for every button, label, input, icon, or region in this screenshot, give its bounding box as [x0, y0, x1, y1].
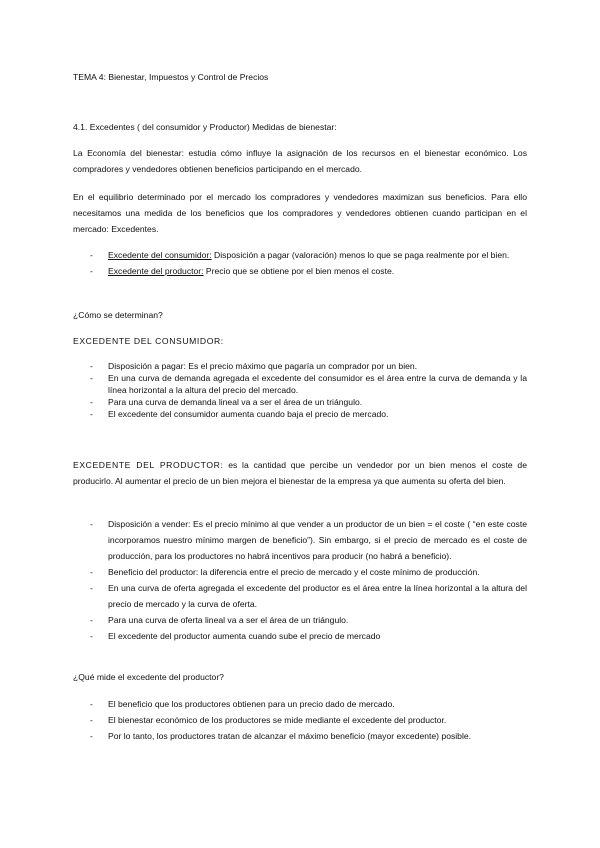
list-item-excedente-productor: [73, 263, 527, 279]
consumer-surplus-heading: EXCEDENTE DEL CONSUMIDOR:: [73, 336, 224, 346]
list-item: - Beneficio del productor: la diferencia entre el precio de mercado y el coste mínimo de producción.: [73, 564, 527, 580]
list-item: - El excedente del productor aumenta cuando sube el precio de mercado: [73, 628, 527, 644]
section-heading: 4.1. Excedentes ( del consumidor y Productor) Medidas de bienestar:: [73, 122, 337, 132]
list-item: - Disposición a pagar: Es el precio máximo que pagaría un comprador por un bien.: [73, 360, 527, 372]
list-item: - En una curva de oferta agregada el excedente del productor es el área entre la línea horizontal a la altura del precio de mercado y la curva de oferta.: [73, 580, 527, 612]
list-item: - Para una curva de oferta lineal va a ser el área de un triángulo.: [73, 612, 527, 628]
definitions-list: [73, 247, 527, 279]
producer-surplus-paragraph: [73, 457, 527, 489]
term-excedente-productor: Excedente del productor:: [108, 266, 204, 276]
definition-text: Disposición a pagar (valoración) menos lo que se paga realmente por el bien.: [211, 250, 510, 260]
list-item-excedente-consumidor: [73, 247, 527, 263]
question-determinan: ¿Cómo se determinan?: [73, 310, 163, 320]
list-item: - Por lo tanto, los productores tratan de alcanzar el máximo beneficio (mayor excedente) posible.: [73, 728, 527, 744]
producer-measure-list: [73, 696, 527, 744]
list-item: - El beneficio que los productores obtienen para un precio dado de mercado.: [73, 696, 527, 712]
definition-text: Precio que se obtiene por el bien menos el coste.: [203, 266, 395, 276]
list-item: - El excedente del consumidor aumenta cuando baja el precio de mercado.: [73, 408, 527, 420]
paragraph-equilibrio: En el equilibrio determinado por el mercado los compradores y vendedores maximizan sus beneficios. Para ello necesitamos una medida de los beneficios que los compradores y vendedores obtienen cuando participan en el mercado: Excedentes.: [73, 192, 527, 234]
term-excedente-consumidor: Excedente del consumidor:: [108, 250, 212, 260]
consumer-surplus-list: [73, 360, 527, 420]
producer-surplus-text: es la cantidad que percibe un vendedor por un bien menos el coste de producirlo. Al aumentar el precio de un bien mejora el bienestar de la empresa ya que aumenta su oferta del bien.: [73, 460, 527, 486]
producer-surplus-list: [73, 516, 527, 644]
list-item: - Para una curva de demanda lineal va a ser el área de un triángulo.: [73, 396, 527, 408]
paragraph-economia-bienestar: La Economía del bienestar: estudia cómo influye la asignación de los recursos en el bienestar económico. Los compradores y vendedores obtienen beneficios participando en el mercado.: [73, 148, 527, 174]
question-mide: ¿Qué mide el excedente del productor?: [73, 672, 224, 682]
list-item: - Disposición a vender: Es el precio mínimo al que vender a un productor de un bien = el coste ( “en este coste incorporamos nuestro mínimo margen de beneficio”). Sin embargo, si el precio de mercado es el coste de producción, para los productores no habrá incentivos para producir (no habrá a beneficio).: [73, 516, 527, 564]
list-item: - En una curva de demanda agregada el excedente del consumidor es el área entre la curva de demanda y la línea horizontal a la altura del precio del mercado.: [73, 372, 527, 396]
producer-surplus-heading: EXCEDENTE DEL PRODUCTOR:: [73, 460, 224, 470]
document-title: TEMA 4: Bienestar, Impuestos y Control de Precios: [73, 72, 269, 82]
list-item: - El bienestar económico de los productores se mide mediante el excedente del productor.: [73, 712, 527, 728]
